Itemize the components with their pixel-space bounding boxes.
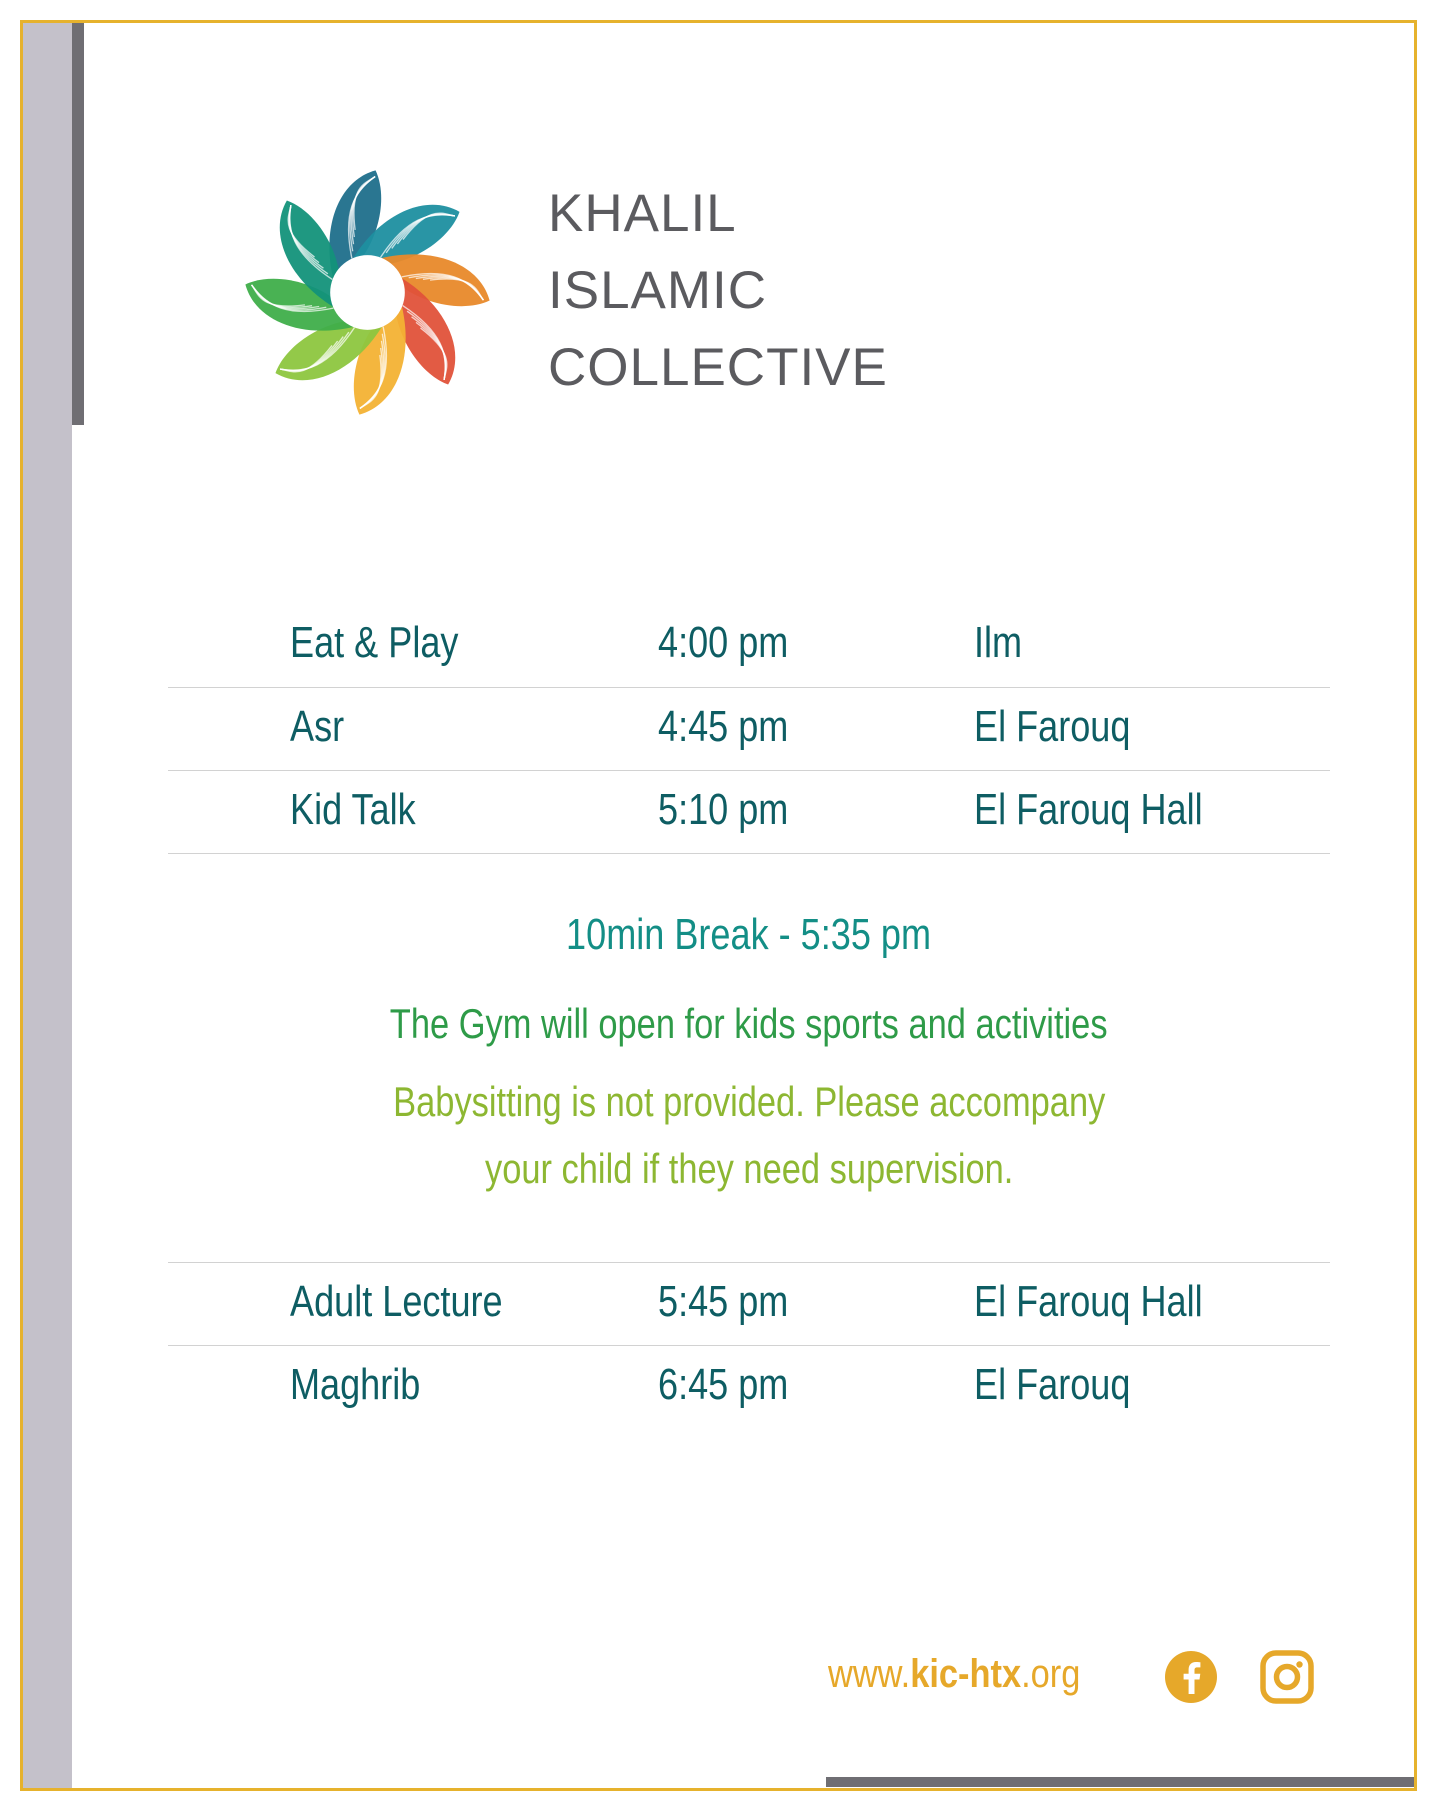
org-name-line-3: COLLECTIVE (548, 338, 888, 397)
event-time: 4:00 pm (658, 618, 789, 667)
event-name: Adult Lecture (290, 1277, 503, 1326)
left-decorative-band-accent (72, 23, 84, 425)
schedule-table-first (168, 608, 1330, 854)
org-name-line-2: ISLAMIC (548, 261, 768, 320)
event-name: Asr (290, 702, 345, 751)
website-link[interactable] (828, 1652, 1080, 1697)
babysitting-notice-line-1 (84, 1078, 1414, 1126)
schedule-row (168, 688, 1330, 771)
event-name: Kid Talk (290, 785, 416, 834)
event-location: El Farouq (974, 702, 1131, 751)
event-time: 4:45 pm (658, 702, 789, 751)
website-prefix: www. (828, 1652, 911, 1696)
gym-notice (84, 1000, 1414, 1048)
instagram-icon[interactable] (1260, 1650, 1314, 1704)
event-location: El Farouq Hall (974, 785, 1203, 834)
babysitting-notice-line-2 (84, 1145, 1414, 1193)
website-domain: kic-htx (910, 1652, 1022, 1696)
babysitting-notice-text-1: Babysitting is not provided. Please accompany (392, 1078, 1106, 1125)
event-location: El Farouq Hall (974, 1277, 1203, 1326)
break-notice-text: 10min Break - 5:35 pm (566, 910, 932, 959)
break-notice (84, 910, 1414, 960)
event-name: Maghrib (290, 1360, 421, 1409)
event-time: 5:45 pm (658, 1277, 789, 1326)
event-name: Eat & Play (290, 618, 459, 667)
schedule-row (168, 608, 1330, 688)
org-name-line-1: KHALIL (548, 184, 737, 243)
babysitting-notice-text-2: your child if they need supervision. (484, 1145, 1014, 1192)
website-suffix: .org (1021, 1652, 1081, 1696)
event-time: 5:10 pm (658, 785, 789, 834)
facebook-icon[interactable] (1164, 1650, 1218, 1704)
event-time: 6:45 pm (658, 1360, 789, 1409)
organization-name (548, 175, 888, 406)
left-decorative-band (23, 23, 72, 1788)
bottom-decorative-bar (826, 1777, 1414, 1787)
schedule-row (168, 1345, 1330, 1428)
schedule-row (168, 1262, 1330, 1345)
event-location: El Farouq (974, 1360, 1131, 1409)
rainbow-ribbon-star-logo-icon (230, 155, 505, 430)
schedule-table-second (168, 1262, 1330, 1428)
event-location: Ilm (974, 618, 1023, 667)
gym-notice-text: The Gym will open for kids sports and activities (390, 1000, 1108, 1047)
schedule-row (168, 771, 1330, 854)
